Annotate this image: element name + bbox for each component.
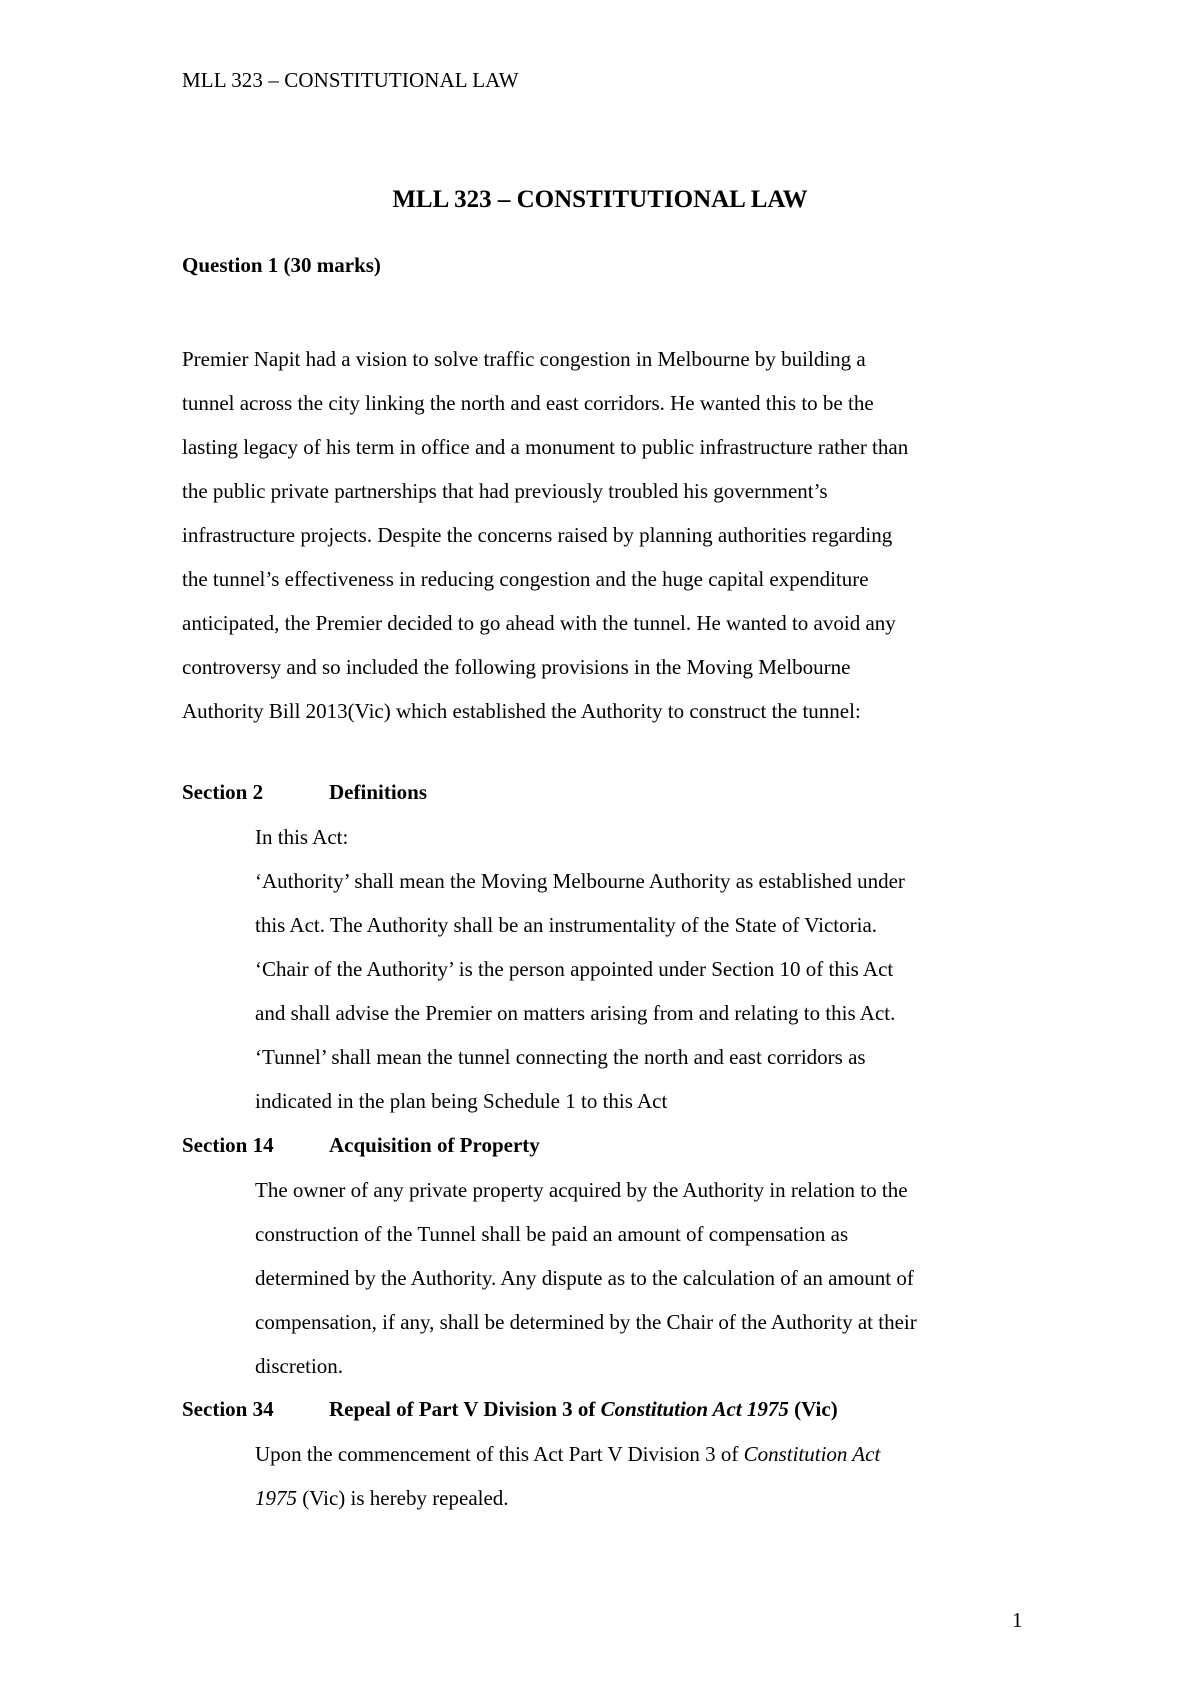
section-number: Section 14 xyxy=(182,1133,274,1157)
section-title: Definitions xyxy=(329,780,428,804)
section-line: compensation, if any, shall be determined by the Chair of the Authority at their xyxy=(255,1310,917,1334)
paragraph-line: tunnel across the city linking the north and east corridors. He wanted this to be the xyxy=(182,391,874,415)
paragraph-line: lasting legacy of his term in office and a monument to public infrastructure rather than xyxy=(182,435,909,459)
section-line: ‘Authority’ shall mean the Moving Melbourne Authority as established under xyxy=(255,869,905,893)
line-italic: 1975 xyxy=(255,1486,297,1510)
paragraph-line: the tunnel’s effectiveness in reducing congestion and the huge capital expenditure xyxy=(182,567,869,591)
page-number: 1 xyxy=(1012,1608,1023,1632)
section-line: ‘Chair of the Authority’ is the person appointed under Section 10 of this Act xyxy=(255,957,894,981)
section-title: Acquisition of Property xyxy=(329,1133,540,1157)
paragraph-line: infrastructure projects. Despite the concerns raised by planning authorities regarding xyxy=(182,523,893,547)
section-title-suffix: (Vic) xyxy=(788,1397,838,1421)
section-line xyxy=(255,1476,1055,1520)
paragraph-line: Authority Bill 2013(Vic) which established the Authority to construct the tunnel: xyxy=(182,699,861,723)
section-line: discretion. xyxy=(255,1354,344,1378)
section-14-body xyxy=(255,1168,1055,1388)
section-34-heading xyxy=(182,1399,838,1420)
section-line xyxy=(255,1432,1055,1476)
running-header: MLL 323 – CONSTITUTIONAL LAW xyxy=(182,68,519,92)
section-title-prefix: Repeal of Part V Division 3 of xyxy=(329,1397,601,1421)
section-14-heading xyxy=(182,1135,540,1156)
paragraph-line: the public private partnerships that had previously troubled his government’s xyxy=(182,479,828,503)
line-italic: Constitution Act xyxy=(743,1442,881,1466)
section-line: and shall advise the Premier on matters arising from and relating to this Act. xyxy=(255,1001,896,1025)
section-2-body xyxy=(255,815,1055,1123)
section-line: this Act. The Authority shall be an instrumentality of the State of Victoria. xyxy=(255,913,878,937)
section-line: construction of the Tunnel shall be paid an amount of compensation as xyxy=(255,1222,849,1246)
line-suffix: (Vic) is hereby repealed. xyxy=(297,1486,509,1510)
paragraph-line: Premier Napit had a vision to solve traffic congestion in Melbourne by building a xyxy=(182,347,866,371)
section-line: The owner of any private property acquired by the Authority in relation to the xyxy=(255,1178,908,1202)
section-34-body xyxy=(255,1432,1055,1520)
section-line: In this Act: xyxy=(255,825,349,849)
paragraph-line: anticipated, the Premier decided to go ahead with the tunnel. He wanted to avoid any xyxy=(182,611,896,635)
section-number: Section 34 xyxy=(182,1397,274,1421)
section-title-italic: Constitution Act 1975 xyxy=(600,1397,789,1421)
page-title: MLL 323 – CONSTITUTIONAL LAW xyxy=(392,186,808,213)
section-number: Section 2 xyxy=(182,780,264,804)
question-heading: Question 1 (30 marks) xyxy=(182,253,381,277)
paragraph-line: controversy and so included the following provisions in the Moving Melbourne xyxy=(182,655,851,679)
line-prefix: Upon the commencement of this Act Part V Division 3 of xyxy=(255,1442,744,1466)
section-line: indicated in the plan being Schedule 1 to this Act xyxy=(255,1089,668,1113)
intro-paragraph xyxy=(182,337,1032,733)
section-2-heading xyxy=(182,782,427,803)
section-line: determined by the Authority. Any dispute as to the calculation of an amount of xyxy=(255,1266,914,1290)
section-line: ‘Tunnel’ shall mean the tunnel connecting the north and east corridors as xyxy=(255,1045,866,1069)
